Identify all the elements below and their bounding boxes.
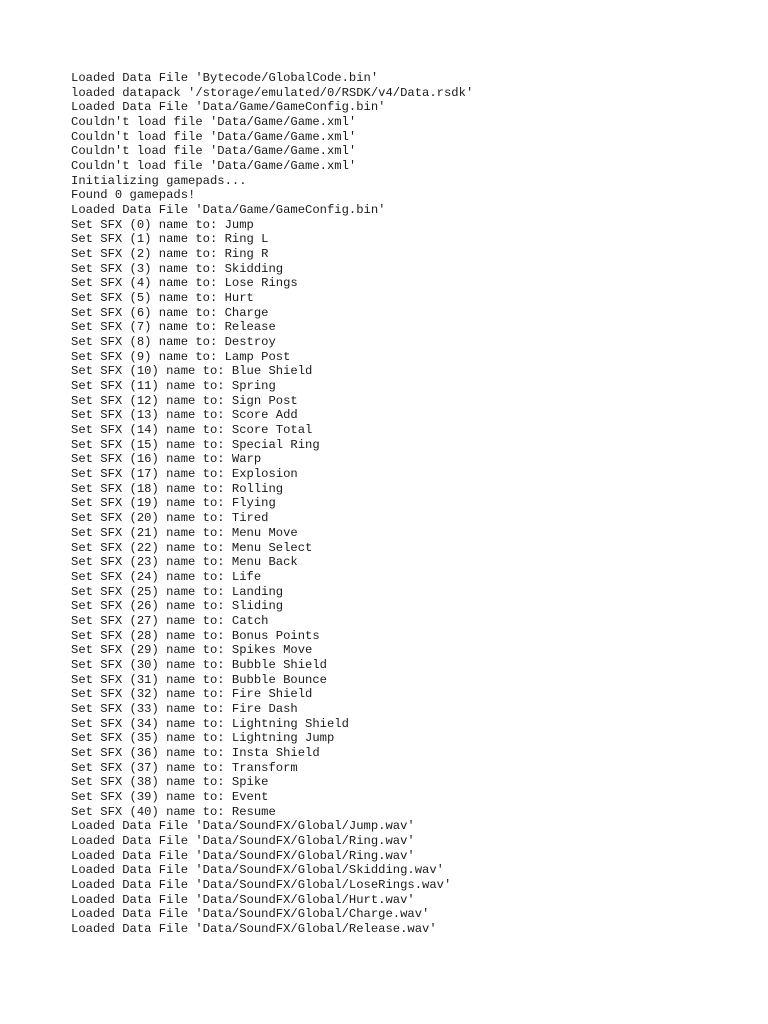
- log-line: Set SFX (7) name to: Release: [71, 320, 276, 335]
- log-line: Set SFX (19) name to: Flying: [71, 496, 276, 511]
- log-line: Loaded Data File 'Bytecode/GlobalCode.bin': [71, 71, 379, 85]
- log-line: Loaded Data File 'Data/SoundFX/Global/Charge.wav': [71, 907, 430, 922]
- log-line: Set SFX (23) name to: Menu Back: [71, 555, 298, 570]
- log-line: Set SFX (11) name to: Spring: [71, 379, 276, 394]
- log-line: Set SFX (25) name to: Landing: [71, 584, 284, 599]
- log-line: Couldn't load file 'Data/Game/Game.xml': [71, 144, 357, 159]
- log-line: Set SFX (38) name to: Spike: [71, 775, 269, 790]
- log-line: Set SFX (26) name to: Sliding: [71, 599, 284, 614]
- log-line: Found 0 gamepads!: [71, 188, 196, 203]
- log-line: Set SFX (1) name to: Ring L: [71, 232, 269, 247]
- log-line: Loaded Data File 'Data/SoundFX/Global/LoseRings.wav': [71, 877, 452, 892]
- log-line: Couldn't load file 'Data/Game/Game.xml': [71, 115, 357, 130]
- log-line: Set SFX (9) name to: Lamp Post: [71, 349, 291, 364]
- log-line: Set SFX (29) name to: Spikes Move: [71, 643, 313, 658]
- log-line: Set SFX (35) name to: Lightning Jump: [71, 731, 335, 746]
- log-line: Set SFX (10) name to: Blue Shield: [71, 364, 313, 379]
- log-line: Set SFX (0) name to: Jump: [71, 217, 254, 232]
- log-line: Loaded Data File 'Data/SoundFX/Global/Ring.wav': [71, 833, 415, 848]
- log-line: Set SFX (17) name to: Explosion: [71, 467, 298, 482]
- log-line: Set SFX (8) name to: Destroy: [71, 335, 276, 350]
- log-line: Set SFX (18) name to: Rolling: [71, 481, 284, 496]
- log-line: Set SFX (33) name to: Fire Dash: [71, 701, 298, 716]
- log-line: Loaded Data File 'Data/Game/GameConfig.bin': [71, 100, 386, 115]
- log-line: Set SFX (34) name to: Lightning Shield: [71, 716, 349, 731]
- log-line: Couldn't load file 'Data/Game/Game.xml': [71, 129, 357, 144]
- log-line: Set SFX (5) name to: Hurt: [71, 291, 254, 306]
- log-line: Set SFX (12) name to: Sign Post: [71, 393, 298, 408]
- log-line: Set SFX (15) name to: Special Ring: [71, 437, 320, 452]
- log-line: Loaded Data File 'Data/SoundFX/Global/Jump.wav': [71, 819, 415, 834]
- log-line: loaded datapack '/storage/emulated/0/RSDK/v4/Data.rsdk': [71, 85, 474, 100]
- log-line: Set SFX (20) name to: Tired: [71, 511, 269, 526]
- log-line: Set SFX (28) name to: Bonus Points: [71, 628, 320, 643]
- log-line: Set SFX (16) name to: Warp: [71, 452, 262, 467]
- log-line: Set SFX (22) name to: Menu Select: [71, 540, 313, 555]
- log-line: Set SFX (4) name to: Lose Rings: [71, 276, 298, 291]
- log-line: Couldn't load file 'Data/Game/Game.xml': [71, 159, 357, 174]
- log-line: Set SFX (13) name to: Score Add: [71, 408, 298, 423]
- log-line: Set SFX (31) name to: Bubble Bounce: [71, 672, 327, 687]
- log-line: Set SFX (32) name to: Fire Shield: [71, 687, 313, 702]
- log-line: Set SFX (30) name to: Bubble Shield: [71, 657, 327, 672]
- log-line: Set SFX (21) name to: Menu Move: [71, 525, 298, 540]
- log-line: Set SFX (14) name to: Score Total: [71, 423, 313, 438]
- log-line: Set SFX (36) name to: Insta Shield: [71, 745, 320, 760]
- log-line: Initializing gamepads...: [71, 173, 247, 188]
- log-line: Set SFX (6) name to: Charge: [71, 305, 269, 320]
- log-line: Set SFX (2) name to: Ring R: [71, 247, 269, 262]
- log-line: Loaded Data File 'Data/SoundFX/Global/Skidding.wav': [71, 863, 444, 878]
- log-line: Set SFX (39) name to: Event: [71, 789, 269, 804]
- log-line: Loaded Data File 'Data/SoundFX/Global/Release.wav': [71, 921, 437, 936]
- log-line: Set SFX (40) name to: Resume: [71, 804, 276, 819]
- log-line: Loaded Data File 'Data/Game/GameConfig.bin': [71, 203, 386, 218]
- log-line: Set SFX (3) name to: Skidding: [71, 261, 284, 276]
- log-line: Set SFX (27) name to: Catch: [71, 613, 269, 628]
- console-log: [71, 71, 751, 937]
- log-line: Loaded Data File 'Data/SoundFX/Global/Ring.wav': [71, 848, 415, 863]
- log-line: Loaded Data File 'Data/SoundFX/Global/Hurt.wav': [71, 892, 415, 907]
- log-line: Set SFX (24) name to: Life: [71, 569, 262, 584]
- log-line: Set SFX (37) name to: Transform: [71, 760, 298, 775]
